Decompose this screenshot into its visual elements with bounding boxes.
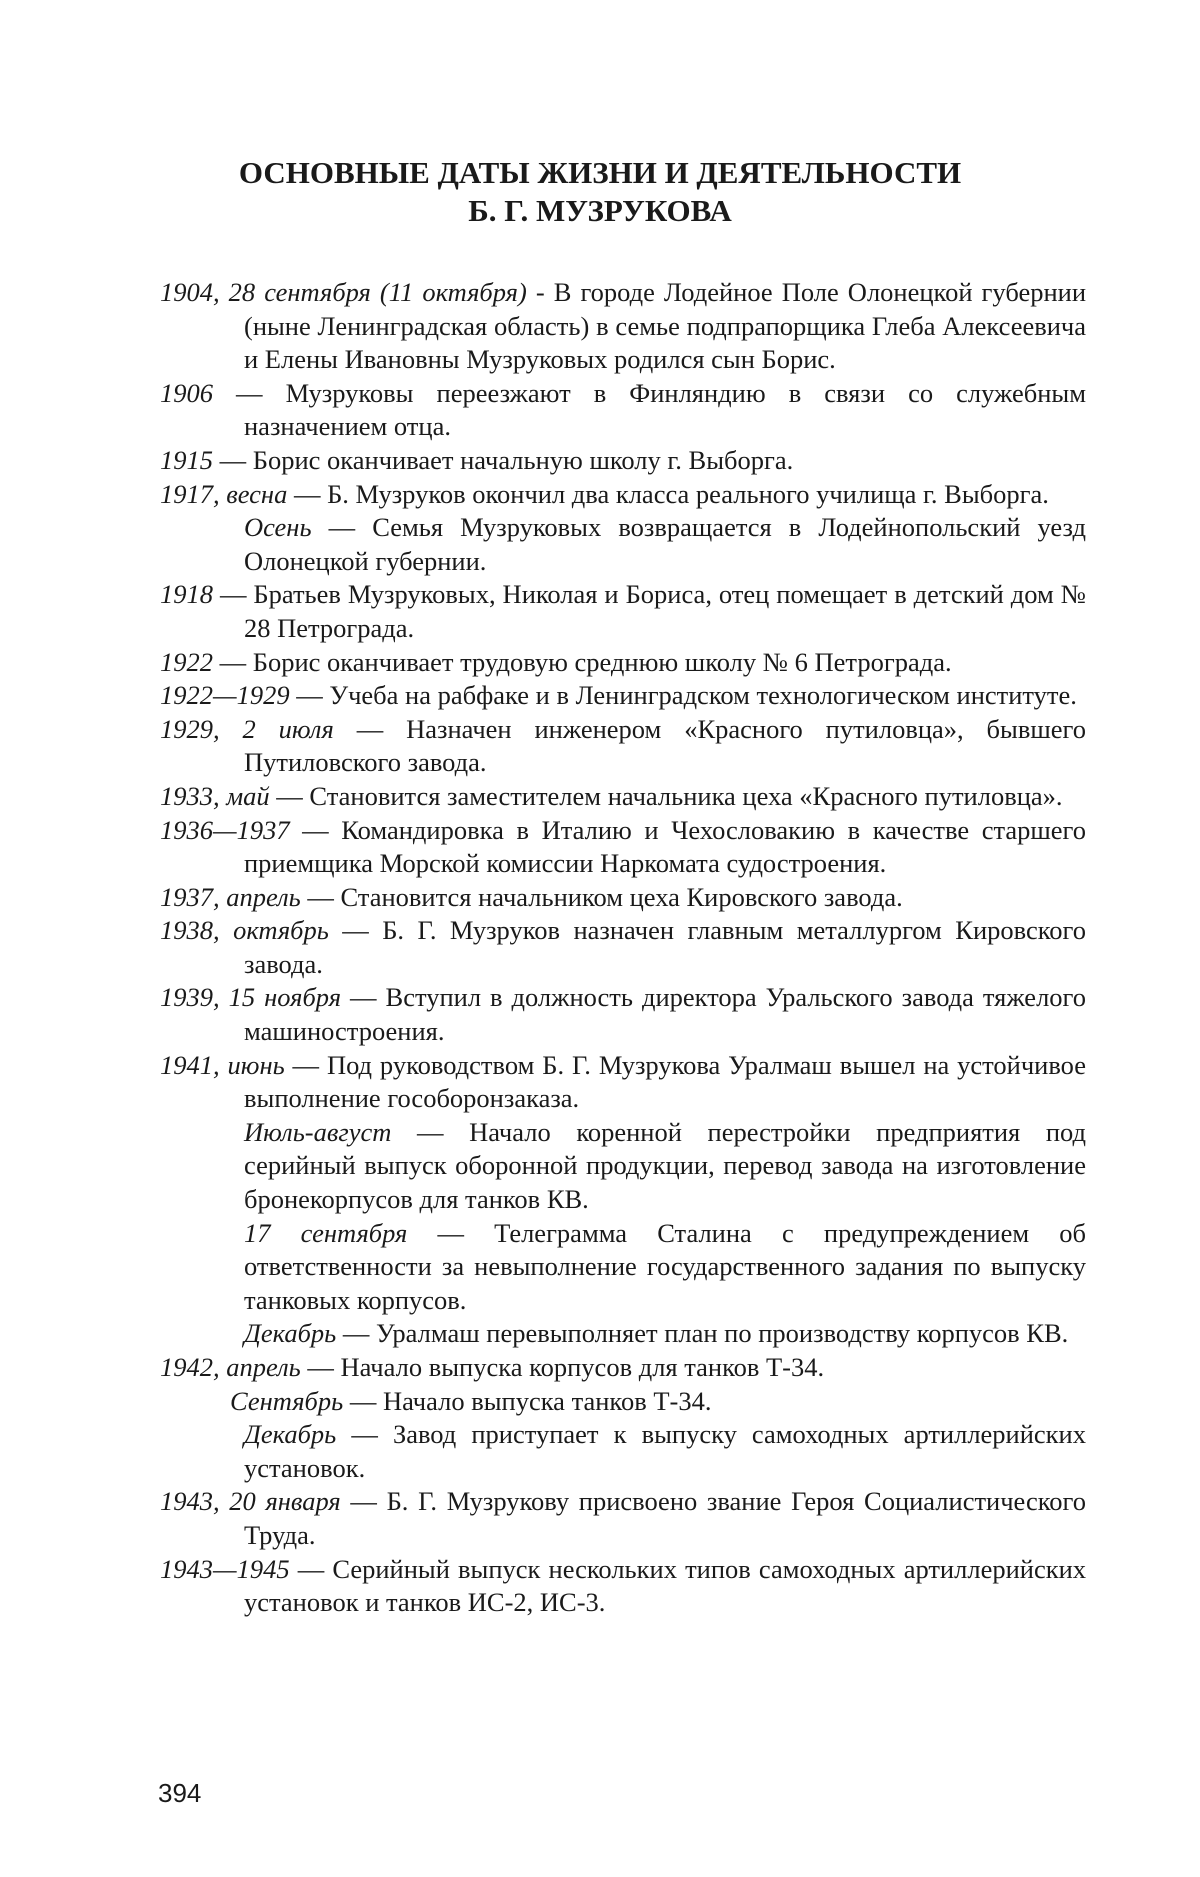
- entry-text: Вступил в должность директора Уральского завода тяжелого машиностроения.: [244, 982, 1087, 1047]
- entry-separator: —: [341, 982, 386, 1013]
- title-line-1: ОСНОВНЫЕ ДАТЫ ЖИЗНИ И ДЕЯТЕЛЬНОСТИ: [238, 155, 962, 190]
- chapter-title: [0, 154, 1200, 230]
- chronology-entry: [160, 914, 1086, 981]
- entry-separator: —: [213, 377, 286, 408]
- entry-separator: —: [336, 1318, 376, 1349]
- entry-text: Уралмаш перевыполняет план по производству корпусов КВ.: [376, 1318, 1069, 1349]
- entry-text: Завод приступает к выпуску самоходных артиллерийских установок.: [244, 1419, 1086, 1483]
- chronology-entry: [160, 646, 1086, 680]
- chronology-entry: [160, 713, 1086, 780]
- entry-date: 1922: [160, 646, 213, 677]
- entry-separator: —: [343, 1385, 383, 1416]
- entry-date: 1937, апрель: [160, 881, 301, 912]
- entry-separator: —: [289, 814, 342, 845]
- entry-date: Осень: [244, 512, 312, 543]
- chronology-entry: [160, 1553, 1086, 1620]
- chronology-list: [160, 276, 1086, 1620]
- entry-separator: —: [300, 881, 341, 912]
- chronology-entry: [160, 881, 1086, 915]
- chronology-entry: [160, 478, 1086, 512]
- entry-separator: —: [311, 512, 373, 543]
- entry-date: 1904, 28 сентября (11 октября): [160, 277, 527, 307]
- entry-text: Командировка в Италию и Чехословакию в качестве старшего приемщика Морской комиссии Наркомата судостроения.: [244, 814, 1087, 879]
- entry-text: Братьев Музруковых, Николая и Бориса, отец помещает в детский дом № 28 Петрограда.: [244, 579, 1087, 643]
- chronology-entry: [160, 377, 1086, 444]
- entry-separator: —: [289, 680, 330, 711]
- entry-date: 1915: [160, 444, 213, 475]
- chronology-entry: [160, 444, 1086, 478]
- chronology-subentry: [160, 1116, 1086, 1217]
- entry-separator: —: [213, 579, 254, 610]
- chronology-subentry: [160, 511, 1086, 578]
- entry-separator: —: [407, 1217, 495, 1248]
- chronology-entry: [160, 276, 1086, 377]
- entry-separator: —: [213, 646, 253, 677]
- entry-date: 1929, 2 июля: [160, 713, 334, 744]
- entry-text: Телеграмма Сталина с предупреждением об ответственности за невыполнение государственного задания по выпуску танковых корпусов.: [244, 1217, 1086, 1315]
- entry-date: 1943, 20 января: [160, 1486, 341, 1517]
- entry-text: Б. Музруков окончил два класса реального училища г. Выборга.: [327, 478, 1049, 509]
- entry-date: 1906: [160, 377, 213, 408]
- entry-text: Серийный выпуск нескольких типов самоходных артиллерийских установок и танков ИС-2, ИС-3.: [244, 1553, 1087, 1618]
- entry-separator: —: [328, 915, 383, 946]
- entry-text: Борис оканчивает трудовую среднюю школу № 6 Петрограда.: [252, 646, 952, 677]
- entry-text: Начало выпуска корпусов для танков Т-34.: [340, 1352, 825, 1382]
- chronology-entry: [160, 981, 1086, 1048]
- chronology-entry: [160, 780, 1086, 814]
- entry-date: Декабрь: [244, 1419, 337, 1450]
- entry-text: Б. Г. Музруков назначен главным металлургом Кировского завода.: [244, 915, 1086, 979]
- entry-separator: —: [284, 1049, 327, 1080]
- entry-separator: -: [526, 277, 554, 307]
- entry-text: Б. Г. Музрукову присвоено звание Героя Социалистического Труда.: [244, 1486, 1086, 1550]
- chronology-entry: [160, 1485, 1086, 1552]
- entry-text: Становится начальником цеха Кировского завода.: [340, 881, 903, 912]
- entry-separator: —: [213, 444, 253, 475]
- entry-date: 1933, май: [160, 780, 270, 811]
- title-line-2: Б. Г. МУЗРУКОВА: [468, 193, 732, 228]
- chronology-subentry: [160, 1418, 1086, 1485]
- entry-date: 17 сентября: [244, 1217, 408, 1248]
- entry-text: Становится заместителем начальника цеха «Красного путиловца».: [309, 780, 1063, 811]
- entry-date: 1941, июнь: [160, 1049, 285, 1080]
- entry-date: Декабрь: [244, 1318, 337, 1349]
- entry-date: 1942, апрель: [160, 1352, 301, 1382]
- entry-date: 1939, 15 ноября: [160, 982, 342, 1013]
- chronology-subentry: [160, 1217, 1086, 1318]
- entry-date: 1943—1945: [160, 1553, 290, 1584]
- entry-text: Учеба на рабфаке и в Ленинградском технологическом институте.: [329, 680, 1077, 711]
- chronology-entry: [160, 679, 1086, 713]
- entry-separator: —: [269, 780, 310, 811]
- entry-text: Начало коренной перестройки предприятия под серийный выпуск оборонной продукции, перевод завода на изготовление бронекорпусов для танков КВ.: [244, 1116, 1086, 1215]
- chronology-entry: [160, 814, 1086, 881]
- entry-text: Под руководством Б. Г. Музрукова Уралмаш вышел на устойчивое выполнение гособоронзаказа.: [244, 1049, 1087, 1114]
- entry-text: Назначен инженером «Красного путиловца», бывшего Путиловского завода.: [244, 713, 1086, 778]
- chronology-entry: [160, 1049, 1086, 1116]
- page-number: 394: [158, 1778, 202, 1808]
- entry-text: В городе Лодейное Поле Олонецкой губернии (ныне Ленинградская область) в семье подпрапорщика Глеба Алексеевича и Елены Ивановны Музруковых родился сын Борис.: [244, 277, 1087, 375]
- chronology-entry: [160, 578, 1086, 645]
- entry-separator: —: [340, 1486, 387, 1517]
- entry-separator: —: [287, 478, 328, 509]
- entry-separator: —: [333, 713, 407, 744]
- chronology-subentry: [160, 1317, 1086, 1351]
- entry-text: Начало выпуска танков Т-34.: [382, 1385, 712, 1416]
- entry-date: 1917, весна: [160, 478, 288, 509]
- entry-date: 1936—1937: [160, 814, 290, 845]
- entry-text: Семья Музруковых возвращается в Лодейнопольский уезд Олонецкой губернии.: [244, 512, 1086, 576]
- entry-separator: —: [336, 1419, 393, 1450]
- chronology-entry: [160, 1351, 1086, 1385]
- entry-date: Июль-август: [244, 1116, 392, 1147]
- entry-separator: —: [391, 1116, 470, 1147]
- entry-separator: —: [300, 1352, 341, 1382]
- chronology-subentry: [160, 1385, 1086, 1419]
- entry-date: 1918: [160, 579, 213, 610]
- entry-text: Музруковы переезжают в Финляндию в связи со служебным назначением отца.: [244, 377, 1086, 442]
- entry-date: Сентябрь: [230, 1385, 344, 1416]
- entry-date: 1938, октябрь: [160, 915, 329, 946]
- entry-date: 1922—1929: [160, 680, 290, 711]
- entry-text: Борис оканчивает начальную школу г. Выборга.: [252, 444, 794, 475]
- entry-separator: —: [289, 1553, 333, 1584]
